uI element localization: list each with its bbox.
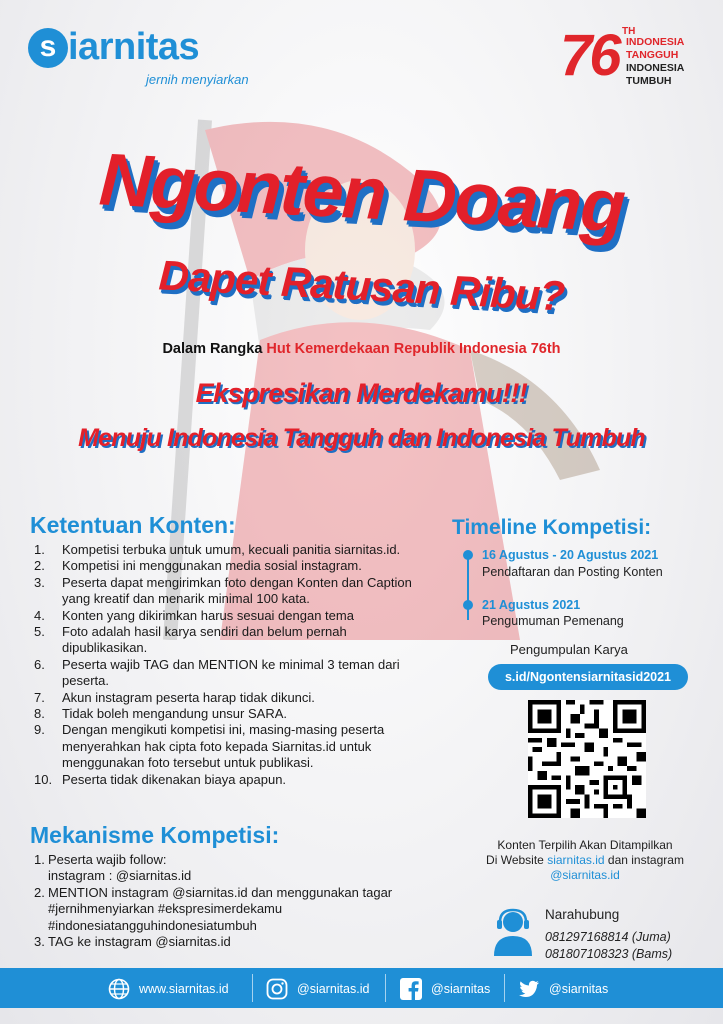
footer-label: @siarnitas.id (297, 982, 370, 996)
badge-line: INDONESIA (626, 36, 685, 48)
timeline-date: 16 Agustus - 20 Agustus 2021 (482, 548, 659, 562)
timeline (462, 546, 712, 626)
contact-phone[interactable]: 081807108323 (Bams) (545, 947, 673, 961)
timeline-dot (463, 600, 473, 610)
note-line-2 (470, 853, 700, 868)
website-link[interactable]: siarnitas.id (547, 853, 605, 867)
qr-code (528, 700, 646, 818)
footer-instagram[interactable] (266, 978, 369, 1000)
timeline-title: Timeline Kompetisi: (452, 516, 652, 539)
item-number: 4. (34, 607, 45, 623)
item-text: Akun instagram peserta harap tidak dikunci. (62, 689, 315, 705)
item-text: Peserta wajib TAG dan MENTION ke minimal 3 teman dari peserta. (62, 656, 400, 689)
badge-suffix: TH (622, 26, 636, 37)
list-item (34, 852, 448, 868)
footer-label: @siarnitas (549, 982, 609, 996)
footer-label: www.siarnitas.id (139, 982, 229, 996)
footer-website[interactable] (108, 978, 229, 1000)
logo-tagline: jernih menyiarkan (146, 72, 249, 87)
list-item (34, 608, 432, 624)
item-number: 7. (34, 689, 45, 705)
footer-divider (385, 974, 386, 1002)
item-text: Tidak boleh mengandung unsur SARA. (62, 706, 287, 722)
item-number: 9. (34, 722, 45, 738)
twitter-icon (518, 978, 540, 1000)
item-text: Peserta wajib follow: (48, 852, 167, 867)
list-item-sub (34, 868, 448, 884)
item-number: 2. (34, 884, 45, 900)
mekanisme-title: Mekanisme Kompetisi: (30, 822, 280, 848)
siarnitas-logo (28, 24, 258, 94)
footer-divider (504, 974, 505, 1002)
item-text: Dengan mengikuti kompetisi ini, masing-masing peserta menyerahkan hak cipta foto kepada Siarnitas.id untuk menggunakan foto tersebut untuk publikasi. (62, 722, 385, 771)
item-text: Kompetisi terbuka untuk umum, kecuali panitia siarnitas.id. (62, 542, 401, 557)
logo-mark: s (28, 28, 68, 68)
timeline-dot (463, 550, 473, 560)
list-item (34, 772, 432, 788)
item-subtext: instagram : @siarnitas.id (48, 868, 192, 884)
headline-line-2: Dapet Ratusan Ribu? (157, 251, 566, 320)
event-subtitle (0, 341, 723, 357)
list-item (34, 558, 432, 574)
item-number: 6. (34, 656, 45, 672)
instagram-link[interactable]: @siarnitas.id (550, 868, 620, 882)
timeline-desc: Pendaftaran dan Posting Konten (482, 565, 663, 579)
list-item (34, 657, 432, 690)
note-line-1: Konten Terpilih Akan Ditampilkan (497, 838, 673, 852)
slogan-line-1: Ekspresikan Merdekamu!!! (195, 378, 528, 408)
logo-name: iarnitas (68, 26, 200, 68)
list-item (34, 624, 432, 657)
list-item (34, 722, 432, 771)
list-item-sub (34, 918, 448, 934)
list-item (34, 690, 432, 706)
footer-divider (252, 974, 253, 1002)
customer-service-icon (492, 908, 534, 956)
facebook-icon (400, 978, 422, 1000)
item-text: Konten yang dikirimkan harus sesuai dengan tema (62, 607, 354, 623)
item-text: Peserta tidak dikenakan biaya apapun. (62, 771, 287, 787)
hut-76-badge (560, 22, 710, 92)
list-item (34, 575, 432, 608)
badge-line: TUMBUH (626, 75, 672, 87)
item-number: 1. (34, 542, 45, 557)
note-prefix: Di Website (486, 853, 544, 867)
timeline-desc: Pengumuman Pemenang (482, 614, 624, 628)
badge-text (626, 36, 684, 88)
item-text: TAG ke instagram @siarnitas.id (48, 934, 231, 950)
contact-label: Narahubung (545, 907, 620, 922)
item-subtext: #indonesiatangguhindonesiatumbuh (48, 917, 257, 933)
ketentuan-title: Ketentuan Konten: (30, 512, 236, 538)
selected-content-note (470, 838, 700, 883)
item-number: 3. (34, 574, 45, 590)
item-subtext: #jernihmenyiarkan #ekspresimerdekamu (48, 901, 283, 917)
item-text: Peserta dapat mengirimkan foto dengan Konten dan Caption yang kreatif dan menarik minimal 100 kata. (62, 574, 412, 607)
note-suffix: dan instagram (607, 853, 684, 867)
badge-number: 76 (560, 23, 619, 88)
item-number: 5. (34, 624, 45, 640)
footer-twitter[interactable] (518, 978, 608, 1000)
item-number: 3. (34, 934, 45, 950)
list-item (34, 885, 448, 901)
footer-facebook[interactable] (400, 978, 490, 1000)
mekanisme-list (34, 852, 448, 950)
item-number: 10. (34, 771, 53, 787)
submission-link-button[interactable]: s.id/Ngontensiarnitasid2021 (488, 664, 688, 690)
instagram-icon (266, 978, 288, 1000)
list-item-sub (34, 901, 448, 917)
submission-label: Pengumpulan Karya (510, 642, 628, 657)
slogan-line-2: Menuju Indonesia Tangguh dan Indonesia Tumbuh (78, 424, 645, 452)
footer-label: @siarnitas (431, 982, 491, 996)
item-number: 8. (34, 706, 45, 722)
item-text: Kompetisi ini menggunakan media sosial instagram. (62, 558, 362, 574)
ketentuan-list (34, 542, 432, 788)
rangka-prefix: Dalam Rangka (162, 341, 263, 357)
list-item (34, 934, 448, 950)
badge-line: INDONESIA (626, 62, 685, 74)
badge-line: TANGGUH (626, 49, 679, 61)
list-item (34, 542, 432, 558)
list-item (34, 706, 432, 722)
footer-bar (0, 968, 723, 1008)
item-text: Foto adalah hasil karya sendiri dan belum pernah dipublikasikan. (62, 624, 347, 656)
item-number: 2. (34, 558, 45, 574)
globe-icon (108, 978, 130, 1000)
contact-phone[interactable]: 081297168814 (Juma) (545, 930, 671, 944)
item-number: 1. (34, 852, 45, 867)
timeline-line (467, 554, 469, 620)
headline-line-1: Ngonten Doang (97, 137, 626, 248)
rangka-event: Hut Kemerdekaan Republik Indonesia 76th (266, 341, 561, 357)
item-text: MENTION instagram @siarnitas.id dan menggunakan tagar (48, 884, 393, 900)
timeline-date: 21 Agustus 2021 (482, 598, 581, 612)
